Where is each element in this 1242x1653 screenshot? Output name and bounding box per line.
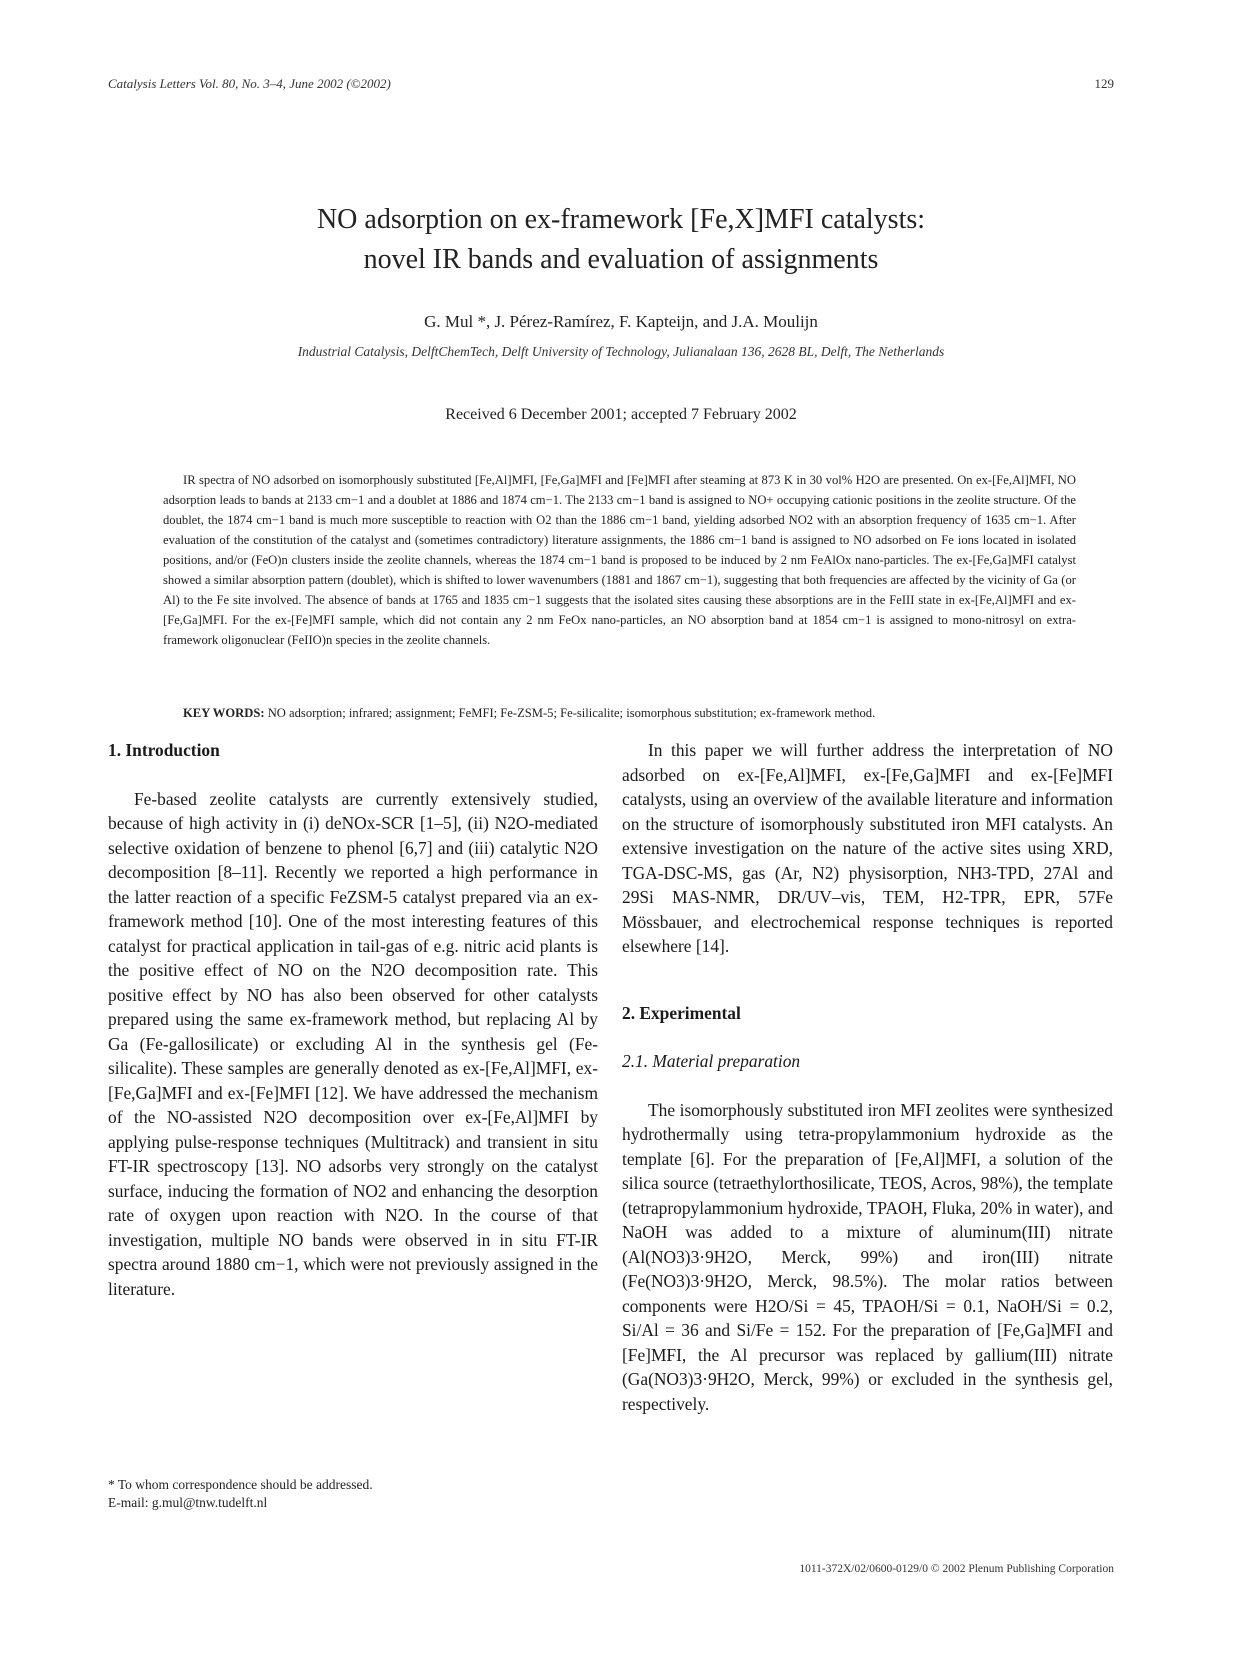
publisher-footer: 1011-372X/02/0600-0129/0 © 2002 Plenum Publishing Corporation	[799, 1563, 1114, 1575]
title-line-1: NO adsorption on ex-framework [Fe,X]MFI catalysts:	[316, 204, 926, 235]
affiliation: Industrial Catalysis, DelftChemTech, Delft University of Technology, Julianalaan 136, 2628 BL, Delft, The Netherlands	[297, 344, 945, 359]
keywords	[163, 706, 1076, 721]
left-column	[108, 738, 598, 1301]
journal-header: Catalysis Letters Vol. 80, No. 3–4, June 2002 (©2002)	[108, 76, 391, 91]
paper-title	[0, 200, 1242, 280]
abstract	[163, 470, 1076, 650]
keywords-label: KEY WORDS:	[183, 706, 265, 720]
footnote-correspondence: * To whom correspondence should be addressed.	[108, 1477, 373, 1492]
authors: G. Mul *, J. Pérez-Ramírez, F. Kapteijn, and J.A. Moulijn	[424, 312, 818, 331]
title-line-2: novel IR bands and evaluation of assignments	[363, 244, 879, 275]
right-column	[622, 738, 1113, 1416]
experimental-paragraph-1: The isomorphously substituted iron MFI zeolites were synthesized hydrothermally using tetra-propylammonium hydroxide as the template [6]. For the preparation of [Fe,Al]MFI, a solution of the silica source (tetraethylorthosilicate, TEOS, Acros, 98%), the template (tetrapropylammonium hydroxide, TPAOH, Fluka, 20% in water), and NaOH was added to a mixture of aluminum(III) nitrate (Al(NO3)3·9H2O, Merck, 99%) and iron(III) nitrate (Fe(NO3)3·9H2O, Merck, 98.5%). The molar ratios between components were H2O/Si = 45, TPAOH/Si = 0.1, NaOH/Si = 0.2, Si/Al = 36 and Si/Fe = 152. For the preparation of [Fe,Ga]MFI and [Fe]MFI, the Al precursor was replaced by gallium(III) nitrate (Ga(NO3)3·9H2O, Merck, 99%) or excluded in the synthesis gel, respectively.	[622, 1099, 1113, 1414]
intro-paragraph-2: In this paper we will further address the interpretation of NO adsorbed on ex-[Fe,Al]MFI, ex-[Fe,Ga]MFI and ex-[Fe]MFI catalysts, using an overview of the available literature and information on the structure of isomorphously substituted iron MFI catalysts. An extensive investigation on the nature of the active sites using XRD, TGA-DSC-MS, gas (Ar, N2) physisorption, NH3-TPD, 27Al and 29Si MAS-NMR, DR/UV–vis, TEM, H2-TPR, EPR, 57Fe Mössbauer, and electrochemical response techniques is reported elsewhere [14].	[622, 740, 1113, 956]
intro-paragraph-1: Fe-based zeolite catalysts are currently extensively studied, because of high activity in (i) deNOx-SCR [1–5], (ii) N2O-mediated selective oxidation of benzene to phenol [6,7] and (iii) catalytic N2O decomposition [8–11]. Recently we reported a high performance in the latter reaction of a specific FeZSM-5 catalyst prepared via an ex-framework method [10]. One of the most interesting features of this catalyst for practical application in tail-gas of e.g. nitric acid plants is the positive effect of NO on the N2O decomposition rate. This positive effect by NO has also been observed for other catalysts prepared using the same ex-framework method, but replacing Al by Ga (Fe-gallosilicate) or excluding Al in the synthesis gel (Fe-silicalite). These samples are generally denoted as ex-[Fe,Al]MFI, ex-[Fe,Ga]MFI and ex-[Fe]MFI [12]. We have addressed the mechanism of the NO-assisted N2O decomposition over ex-[Fe,Al]MFI by applying pulse-response techniques (Multitrack) and transient in situ FT-IR spectroscopy [13]. NO adsorbs very strongly on the catalyst surface, inducing the formation of NO2 and enhancing the desorption rate of oxygen upon reaction with N2O. In the course of that investigation, multiple NO bands were observed in in situ FT-IR spectra around 1880 cm−1, which were not previously assigned in the literature.	[108, 788, 598, 1299]
section-heading-experimental: 2. Experimental	[622, 1002, 741, 1023]
footnote	[108, 1476, 373, 1512]
abstract-text: IR spectra of NO adsorbed on isomorphously substituted [Fe,Al]MFI, [Fe,Ga]MFI and [Fe]MFI after steaming at 873 K in 30 vol% H2O are presented. On ex-[Fe,Al]MFI, NO adsorption leads to bands at 2133 cm−1 and a doublet at 1886 and 1874 cm−1. The 2133 cm−1 band is assigned to NO+ occupying cationic positions in the zeolite structure. Of the doublet, the 1874 cm−1 band is much more susceptible to reaction with O2 than the 1886 cm−1 band, yielding adsorbed NO2 with an absorption frequency of 1635 cm−1. After evaluation of the constitution of the catalyst and (sometimes contradictory) literature assignments, the 1886 cm−1 band is assigned to NO adsorbed on Fe ions located in isolated positions, and/or (FeO)n clusters inside the zeolite channels, whereas the 1874 cm−1 band is proposed to be induced by 2 nm FeAlOx nano-particles. The ex-[Fe,Ga]MFI catalyst showed a similar absorption pattern (doublet), which is shifted to lower wavenumbers (1881 and 1867 cm−1), suggesting that both frequencies are affected by the vicinity of Ga (or Al) to the Fe site involved. The absence of bands at 1765 and 1835 cm−1 suggests that the isolated sites causing these absorptions are in the FeIII state in ex-[Fe,Al]MFI and ex-[Fe,Ga]MFI. For the ex-[Fe]MFI sample, which did not contain any 2 nm FeOx nano-particles, an NO absorption band at 1854 cm−1 is assigned to mono-nitrosyl on extra-framework oligonuclear (FeIIO)n species in the zeolite channels.	[163, 473, 1076, 647]
subsection-heading-material-preparation: 2.1. Material preparation	[622, 1051, 801, 1071]
page-number: 129	[1094, 76, 1114, 91]
received-dates: Received 6 December 2001; accepted 7 February 2002	[445, 406, 797, 423]
section-heading-introduction: 1. Introduction	[108, 740, 220, 760]
footnote-email[interactable]: E-mail: g.mul@tnw.tudelft.nl	[108, 1495, 268, 1510]
keywords-text: NO adsorption; infrared; assignment; FeMFI; Fe-ZSM-5; Fe-silicalite; isomorphous substitution; ex-framework method.	[267, 706, 876, 720]
